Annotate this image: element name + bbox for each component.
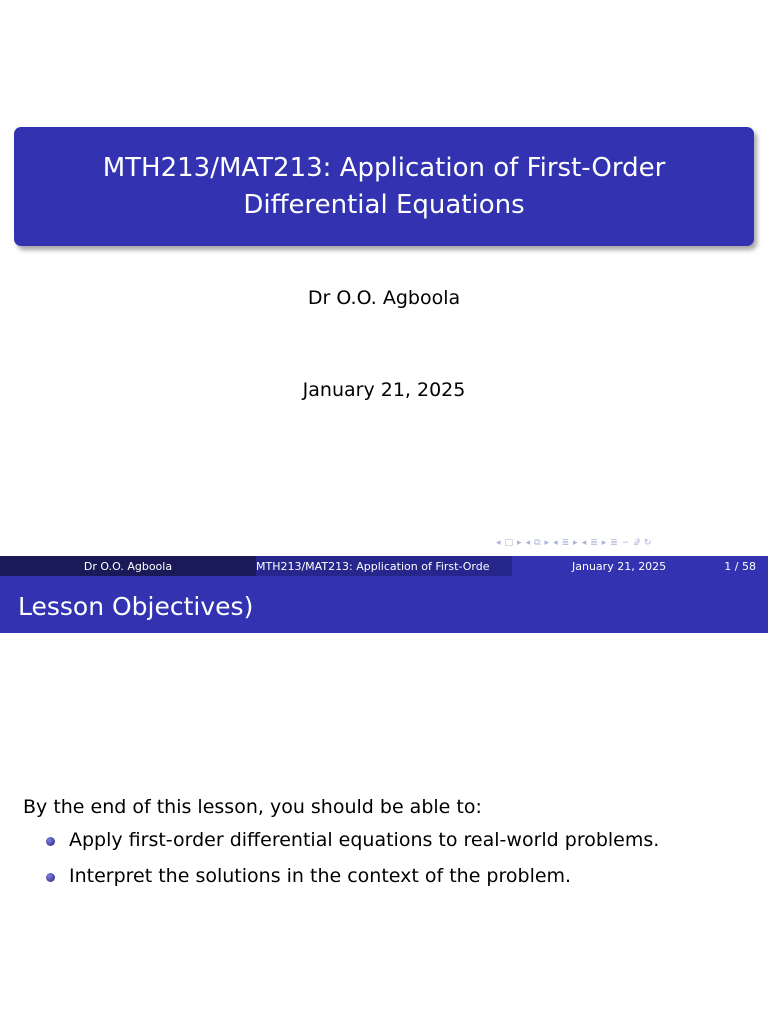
nav-left-icon[interactable]: ◂ bbox=[553, 538, 558, 548]
footer-page-number: 1 / 58 bbox=[724, 559, 756, 573]
objective-text: Apply first-order differential equations to real-world problems. bbox=[69, 829, 660, 851]
nav-frame-icon[interactable]: □ bbox=[504, 538, 514, 548]
nav-right-icon[interactable]: ▸ bbox=[601, 538, 607, 548]
bullet-icon bbox=[46, 873, 55, 882]
footer-date: January 21, 2025 bbox=[572, 559, 667, 573]
frame-title: Lesson Objectives) bbox=[0, 576, 768, 633]
footer-date-page bbox=[512, 556, 768, 576]
nav-left-icon[interactable]: ◂ bbox=[525, 538, 531, 548]
title-line-1: MTH213/MAT213: Application of First-Order bbox=[102, 152, 666, 183]
footer-title: MTH213/MAT213: Application of First-Orde bbox=[256, 556, 512, 576]
nav-subsection-icon[interactable]: ⧉ bbox=[534, 538, 541, 548]
slide-date: January 21, 2025 bbox=[302, 379, 466, 401]
slide-body bbox=[23, 796, 743, 900]
beamer-navigation-symbols[interactable] bbox=[496, 538, 760, 548]
nav-right-icon[interactable]: ▸ bbox=[544, 538, 550, 548]
nav-right-icon[interactable]: ▸ bbox=[573, 538, 578, 548]
nav-left-icon[interactable]: ◂ bbox=[496, 538, 501, 548]
nav-left-icon[interactable]: ◂ bbox=[581, 538, 587, 548]
list-item bbox=[23, 828, 743, 852]
footer-author: Dr O.O. Agboola bbox=[0, 556, 256, 576]
nav-right-icon[interactable]: ▸ bbox=[517, 538, 522, 548]
nav-appendix-icon[interactable]: ≣ bbox=[610, 538, 618, 548]
title-line-2: Differential Equations bbox=[243, 189, 525, 220]
title-box bbox=[14, 127, 754, 246]
footline bbox=[0, 556, 768, 576]
nav-back-icon[interactable]: ∽ bbox=[621, 538, 630, 548]
objectives-list bbox=[23, 828, 743, 888]
bullet-icon bbox=[46, 837, 55, 846]
objective-text: Interpret the solutions in the context of the problem. bbox=[69, 865, 572, 887]
nav-doc-icon[interactable]: ≣ bbox=[590, 538, 598, 548]
list-item bbox=[23, 864, 743, 888]
nav-search-icon[interactable]: 𝒬 bbox=[633, 538, 640, 548]
nav-forward-icon[interactable]: ↻ bbox=[643, 538, 652, 548]
nav-section-icon[interactable]: ≣ bbox=[561, 538, 570, 548]
slide-author: Dr O.O. Agboola bbox=[307, 287, 461, 309]
intro-text: By the end of this lesson, you should be able to: bbox=[23, 796, 482, 818]
